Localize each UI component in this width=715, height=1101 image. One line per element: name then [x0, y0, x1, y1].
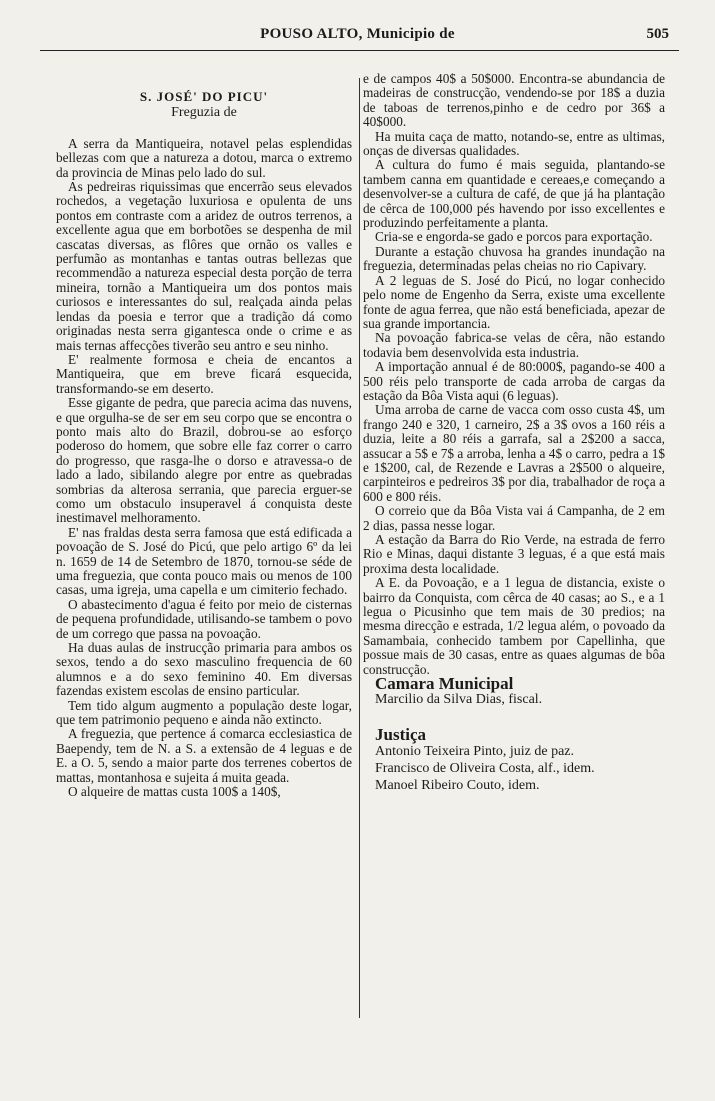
header-town: POUSO ALTO, [260, 26, 363, 42]
paragraph: As pedreiras riquissimas que encerrão seus elevados rochedos, a vegetação luxuriosa e opulenta de uns pontos em contraste com a aridez de outros terrenos, a excellente agua que em borbotões se despenha de mil cascatas diversas, as flôres que ornão os valles e perfumão as montanhas e tantas outras bellezas que recommendão a natureza especial desta porção de terra mineira, tornão a Mantiqueira um dos pontos mais curiosos e interessantes do sul, realçada ainda pelas lendas da poesia e terror que a tradição dá como originadas nesta serra gigantesca onde o crime e as mais ternas affecções tiverão seu antro e seu ninho. [56, 179, 352, 353]
paragraph: O abastecimento d'agua é feito por meio de cisternas de pequena profundidade, utilisando-se tambem o povo de um corrego que passa na povoação. [56, 596, 352, 641]
page-number: 505 [646, 26, 669, 42]
paragraph: A 2 leguas de S. José do Picú, no logar conhecido pelo nome de Engenho da Serra, existe uma excellente fonte de agua ferrea, que não está beneficiada, apezar de sua grande importancia. [363, 272, 665, 331]
header-rule [40, 50, 679, 51]
justica-entry: Francisco de Oliveira Costa, alf., idem. [375, 760, 595, 776]
header-title [40, 26, 675, 43]
paragraph: Uma arroba de carne de vacca com osso custa 4$, um frango 240 e 320, 1 carneiro, 2$ a 3$ ovos a 160 réis a duzia, leite a 80 réis a garrafa, sal a 2$200 a sacca, assucar a 5$ e 7$ a arroba, lenha a 4$ o carro, pedra a 1$ e 1$200, cal, de Rezende e Lavras a 2$500 o alqueire, carpinteiros e pedreiros 3$ por dia, trabalhador de roça a 600 e 800 réis. [363, 402, 665, 504]
justica-entry: Manoel Ribeiro Couto, idem. [375, 777, 540, 793]
paragraph: Durante a estação chuvosa ha grandes inundação na freguezia, determinadas pelas cheias no rio Capivary. [363, 243, 665, 274]
page-header [40, 26, 675, 48]
paragraph: A serra da Mantiqueira, notavel pelas esplendidas bellezas com que a natureza a dotou, marca o extremo da provincia de Minas pelo lado do sul. [56, 135, 352, 180]
header-municipality: Municipio de [366, 26, 455, 42]
paragraph: A E. da Povoação, e a 1 legua de distancia, existe o bairro da Conquista, com cêrca de 40 casas; ao S., e a 1 legua o Picusinho que tem mais de 30 predios; na mesma direcção e estrada, 1/2 legua além, o povoado da Samambaia, conhecido tambem por Capellinha, que possue mais de 30 casas, entre as quaes algumas de bôa construcção. [363, 575, 665, 677]
justica-entry: Antonio Teixeira Pinto, juiz de paz. [375, 743, 574, 759]
section-subheading: Freguzia de [171, 105, 237, 121]
paragraph: Ha muita caça de matto, notando-se, entre as ultimas, onças de diversas qualidades. [363, 128, 665, 159]
paragraph: O correio que da Bôa Vista vai á Campanha, de 2 em 2 dias, passa nesse logar. [363, 503, 665, 533]
justica-title: Justiça [375, 725, 426, 745]
section-heading: S. JOSÉ' DO PICU' [139, 89, 269, 104]
camara-entry: Marcilio da Silva Dias, fiscal. [375, 692, 543, 708]
camara-title: Camara Municipal [375, 674, 514, 694]
paragraph: Ha duas aulas de instrucção primaria para ambos os sexos, tendo a do sexo masculino frequencia de 60 alumnos e a do sexo feminino 40. Em diversas fazendas existem escolas de ensino particular. [56, 640, 352, 699]
right-column [363, 72, 665, 794]
column-divider [359, 78, 360, 1018]
paragraph: Esse gigante de pedra, que parecia acima das nuvens, e que orgulha-se de ser em seu corpo que se encontra o ponto mais alto do Brazil, dobrou-se ao esforço poderoso do homem, que sobre elle faz correr o carro do progresso, que rasga-lhe o dorso e atravessa-o de lado a lado, sibilando alegre por entre as quebradas sombrias da alterosa serrania, que parecia erguer-se como um obstaculo insuperavel á conquista deste inestimavel melhoramento. [56, 395, 352, 526]
paragraph: E' nas fraldas desta serra famosa que está edificada a povoação de S. José do Picú, que pelo artigo 6º da lei n. 1659 de 14 de Setembro de 1870, tornou-se séde de uma freguezia, que conta pouco mais ou menos de 100 casas, uma igreja, uma capella e um cimiterio fechado. [56, 524, 352, 598]
paragraph: O alqueire de mattas custa 100$ a 140$, [68, 784, 281, 800]
left-column [56, 72, 352, 800]
paragraph: Tem tido algum augmento a população deste logar, que tem patrimonio pequeno e ainda não extincto. [56, 697, 352, 728]
paragraph: A freguezia, que pertence á comarca ecclesiastica de Baependy, tem de N. a S. a extensão de 4 leguas e de E. a O. 5, sendo a maior parte dos terrenes cobertos de mattas, montanhosa e sujeita á muita geada. [56, 726, 352, 785]
paragraph: A estação da Barra do Rio Verde, na estrada de ferro Rio e Minas, daqui distante 3 leguas, é a que está mais proxima desta localidade. [363, 532, 665, 576]
paragraph: Na povoação fabrica-se velas de cêra, não estando todavia bem desenvolvida esta industria. [363, 330, 665, 360]
paragraph: Cria-se e engorda-se gado e porcos para exportação. [375, 229, 653, 245]
paragraph: E' realmente formosa e cheia de encantos a Mantiqueira, que em breve ficará esquecida, transformando-se em deserto. [56, 351, 352, 396]
paragraph: e de campos 40$ a 50$000. Encontra-se abundancia de madeiras de construcção, vendendo-se por 18$ a duzia de taboas de terrenos,pinho e de cedro por 36$ a 40$000. [363, 71, 665, 130]
paragraph: A importação annual é de 80:000$, pagando-se 400 a 500 réis pelo transporte de cada arroba de cargas da estação da Bôa Vista aqui (6 leguas). [363, 359, 665, 403]
paragraph: A cultura do fumo é mais seguida, plantando-se tambem canna em quantidade e cereaes,e começando a desenvolver-se a cultura de café, de que já ha plantação de cêrca de 100,000 pés havendo por isso excellentes e produzindo perfeitamente a planta. [363, 157, 665, 231]
